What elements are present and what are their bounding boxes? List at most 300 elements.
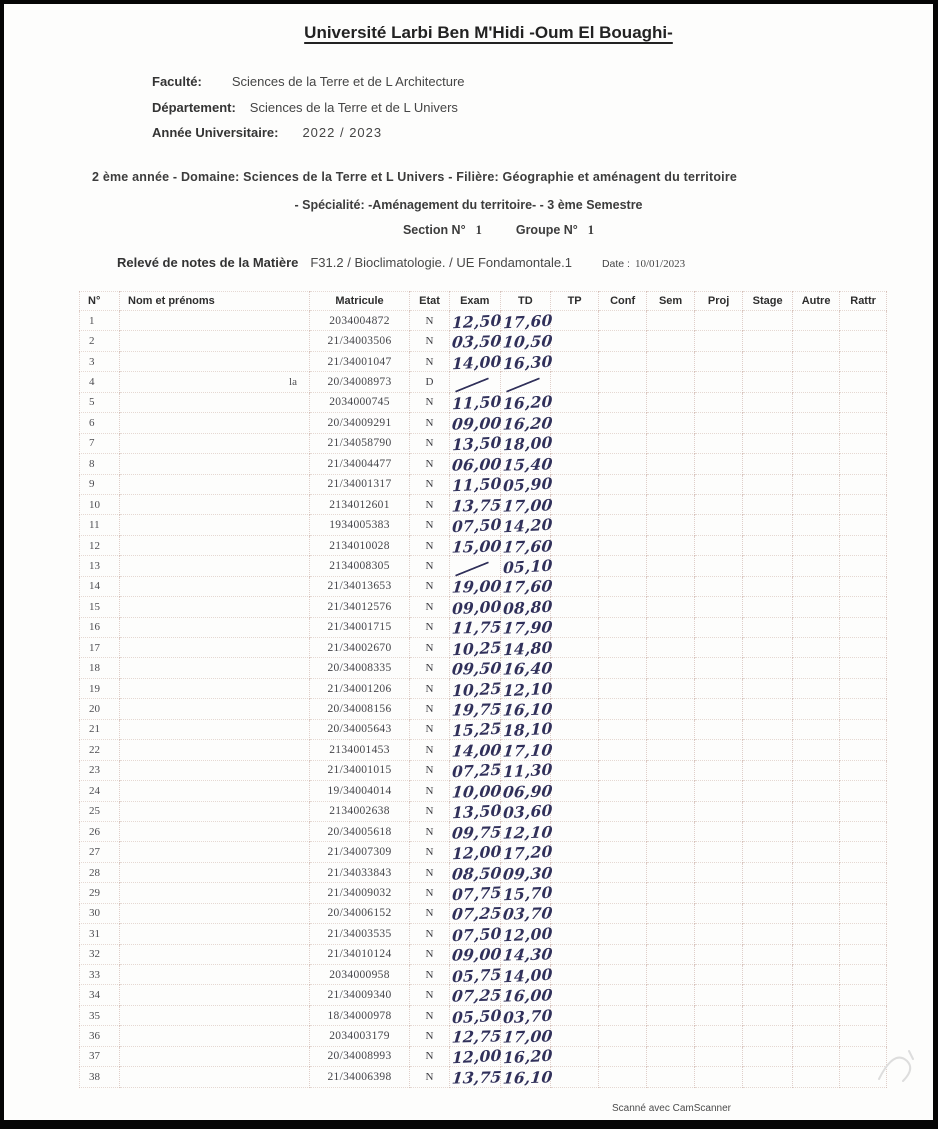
cell-proj bbox=[695, 433, 743, 453]
cell-matricule: 2034003179 bbox=[310, 1026, 410, 1046]
cell-tp bbox=[551, 760, 599, 780]
column-header-8: Sem bbox=[647, 292, 695, 311]
handwritten-grade: 13,75 bbox=[451, 1067, 503, 1088]
cell-number: 11 bbox=[80, 515, 120, 535]
cell-proj bbox=[695, 862, 743, 882]
cell-stage bbox=[743, 985, 793, 1005]
cell-rattr bbox=[840, 638, 887, 658]
cell-conf bbox=[599, 719, 647, 739]
handwritten-grade: 14,30 bbox=[501, 944, 554, 965]
cell-tp bbox=[551, 965, 599, 985]
cell-tp bbox=[551, 699, 599, 719]
cell-etat: N bbox=[410, 1067, 450, 1087]
cell-stage bbox=[743, 638, 793, 658]
table-row bbox=[80, 597, 887, 617]
cell-proj bbox=[695, 556, 743, 576]
column-header-12: Rattr bbox=[840, 292, 887, 311]
cell-autre bbox=[793, 985, 840, 1005]
handwritten-grade: 08,80 bbox=[502, 596, 553, 619]
cell-matricule: 21/34009340 bbox=[310, 985, 410, 1005]
cell-etat: N bbox=[410, 413, 450, 433]
table-row bbox=[80, 903, 887, 923]
cell-rattr bbox=[840, 985, 887, 1005]
cell-number: 20 bbox=[80, 699, 120, 719]
column-header-5: TD bbox=[500, 292, 551, 311]
cell-name bbox=[120, 944, 310, 964]
cell-tp bbox=[551, 351, 599, 371]
cell-conf bbox=[599, 535, 647, 555]
camscanner-watermark: Scanné avec CamScanner bbox=[612, 1103, 731, 1114]
cell-matricule: 21/34058790 bbox=[310, 433, 410, 453]
cell-autre bbox=[793, 597, 840, 617]
cell-conf bbox=[599, 1046, 647, 1066]
cell-exam-grade bbox=[450, 1046, 501, 1066]
cell-td-grade bbox=[500, 924, 551, 944]
handwritten-grade: 15,70 bbox=[502, 882, 553, 905]
cell-tp bbox=[551, 678, 599, 698]
cell-exam-grade bbox=[450, 985, 501, 1005]
cell-conf bbox=[599, 862, 647, 882]
cell-td-grade bbox=[500, 965, 551, 985]
table-row bbox=[80, 311, 887, 331]
cell-autre bbox=[793, 883, 840, 903]
handwritten-grade: 07,25 bbox=[451, 903, 503, 925]
cell-number: 5 bbox=[80, 392, 120, 412]
cell-stage bbox=[743, 433, 793, 453]
cell-matricule: 21/34001317 bbox=[310, 474, 410, 494]
cell-sem bbox=[647, 597, 695, 617]
cell-autre bbox=[793, 311, 840, 331]
group-label: Groupe N° bbox=[515, 223, 578, 237]
cell-sem bbox=[647, 474, 695, 494]
handwritten-grade: 15,40 bbox=[501, 454, 554, 475]
cell-name bbox=[120, 597, 310, 617]
cell-etat: N bbox=[410, 1046, 450, 1066]
cell-name bbox=[120, 842, 310, 862]
cell-exam-grade bbox=[450, 862, 501, 882]
cell-tp bbox=[551, 433, 599, 453]
cell-sem bbox=[647, 617, 695, 637]
cell-sem bbox=[647, 658, 695, 678]
cell-proj bbox=[695, 760, 743, 780]
cell-name bbox=[120, 515, 310, 535]
handwritten-grade: 06,00 bbox=[451, 454, 503, 475]
cell-td-grade bbox=[500, 515, 551, 535]
cell-autre bbox=[793, 1005, 840, 1025]
cell-number: 1 bbox=[80, 311, 120, 331]
cell-matricule: 21/34001206 bbox=[310, 678, 410, 698]
cell-rattr bbox=[840, 474, 887, 494]
cell-sem bbox=[647, 719, 695, 739]
cell-matricule: 20/34009291 bbox=[310, 413, 410, 433]
cell-autre bbox=[793, 903, 840, 923]
cell-matricule: 20/34008973 bbox=[310, 372, 410, 392]
grades-table-body bbox=[80, 311, 887, 1088]
cell-stage bbox=[743, 924, 793, 944]
cell-tp bbox=[551, 638, 599, 658]
cell-tp bbox=[551, 597, 599, 617]
cell-stage bbox=[743, 781, 793, 801]
cell-etat: N bbox=[410, 474, 450, 494]
cell-number: 33 bbox=[80, 965, 120, 985]
cell-etat: N bbox=[410, 781, 450, 801]
cell-etat: N bbox=[410, 924, 450, 944]
academic-year-label: Année Universitaire: bbox=[152, 125, 279, 140]
handwritten-grade: 03,70 bbox=[502, 1005, 553, 1027]
cell-conf bbox=[599, 781, 647, 801]
cell-rattr bbox=[840, 535, 887, 555]
cell-autre bbox=[793, 576, 840, 596]
cell-exam-grade bbox=[450, 535, 501, 555]
cell-tp bbox=[551, 331, 599, 351]
cell-matricule: 2034004872 bbox=[310, 311, 410, 331]
cell-number: 7 bbox=[80, 433, 120, 453]
cell-name bbox=[120, 760, 310, 780]
cell-exam-grade bbox=[450, 821, 501, 841]
cell-matricule: 21/34001715 bbox=[310, 617, 410, 637]
cell-stage bbox=[743, 821, 793, 841]
cell-etat: N bbox=[410, 638, 450, 658]
handwritten-grade: 16,10 bbox=[501, 1067, 554, 1088]
cell-stage bbox=[743, 903, 793, 923]
cell-stage bbox=[743, 1067, 793, 1087]
handwritten-grade: 15,25 bbox=[451, 719, 502, 741]
cell-stage bbox=[743, 494, 793, 514]
cell-etat: N bbox=[410, 454, 450, 474]
cell-etat: N bbox=[410, 740, 450, 760]
cell-conf bbox=[599, 392, 647, 412]
cell-td-grade bbox=[500, 311, 551, 331]
cell-sem bbox=[647, 433, 695, 453]
table-row bbox=[80, 781, 887, 801]
cell-number: 32 bbox=[80, 944, 120, 964]
table-row bbox=[80, 760, 887, 780]
cell-number: 10 bbox=[80, 494, 120, 514]
cell-tp bbox=[551, 494, 599, 514]
cell-sem bbox=[647, 678, 695, 698]
cell-conf bbox=[599, 494, 647, 514]
cell-etat: N bbox=[410, 719, 450, 739]
handwritten-grade: 03,60 bbox=[502, 800, 553, 823]
cell-stage bbox=[743, 760, 793, 780]
cell-number: 6 bbox=[80, 413, 120, 433]
cell-name bbox=[120, 433, 310, 453]
cell-tp bbox=[551, 658, 599, 678]
handwritten-grade: 17,00 bbox=[501, 494, 554, 516]
cell-sem bbox=[647, 576, 695, 596]
cell-td-grade bbox=[500, 985, 554, 1006]
cell-conf bbox=[599, 351, 647, 371]
cell-stage bbox=[743, 740, 793, 760]
table-row bbox=[80, 515, 887, 535]
cell-name bbox=[120, 638, 310, 658]
cell-autre bbox=[793, 1026, 840, 1046]
cell-td-grade bbox=[500, 556, 551, 576]
cell-name bbox=[120, 392, 310, 412]
cell-rattr bbox=[840, 556, 887, 576]
table-row bbox=[80, 719, 887, 739]
handwritten-grade: 09,50 bbox=[451, 658, 503, 679]
cell-exam-grade bbox=[450, 719, 501, 739]
cell-matricule: 21/34006398 bbox=[310, 1067, 410, 1087]
cell-rattr bbox=[840, 719, 887, 739]
cell-conf bbox=[599, 331, 647, 351]
cell-exam-grade bbox=[450, 740, 501, 760]
column-header-1: Nom et prénoms bbox=[120, 292, 310, 311]
cell-etat: N bbox=[410, 821, 450, 841]
cell-exam-grade bbox=[450, 617, 501, 637]
cell-autre bbox=[793, 924, 840, 944]
handwritten-grade: 19,75 bbox=[451, 699, 503, 720]
date-value: 10/01/2023 bbox=[634, 258, 686, 270]
handwritten-grade: 12,00 bbox=[451, 841, 502, 864]
cell-etat: N bbox=[410, 556, 450, 576]
cell-etat: N bbox=[410, 1005, 450, 1025]
cell-etat: N bbox=[410, 515, 450, 535]
handwritten-grade: 08,50 bbox=[451, 862, 503, 884]
handwritten-slash-mark bbox=[505, 377, 539, 392]
cell-sem bbox=[647, 515, 695, 535]
cell-rattr bbox=[840, 617, 887, 637]
cell-name bbox=[120, 678, 310, 698]
handwritten-grade: 19,00 bbox=[451, 576, 503, 598]
table-row bbox=[80, 1067, 887, 1087]
cell-td-grade bbox=[500, 638, 551, 658]
cell-sem bbox=[647, 331, 695, 351]
cell-exam-grade bbox=[450, 597, 501, 617]
cell-tp bbox=[551, 372, 599, 392]
cell-number: 17 bbox=[80, 638, 120, 658]
cell-name bbox=[120, 740, 310, 760]
cell-rattr bbox=[840, 576, 887, 596]
handwritten-grade: 07,75 bbox=[451, 882, 502, 905]
cell-proj bbox=[695, 842, 743, 862]
cell-sem bbox=[647, 454, 695, 474]
cell-name bbox=[120, 924, 310, 944]
cell-exam-grade bbox=[450, 372, 501, 392]
cell-autre bbox=[793, 760, 840, 780]
handwritten-grade: 09,75 bbox=[451, 821, 503, 843]
cell-name bbox=[120, 311, 310, 331]
cell-matricule: 21/34004477 bbox=[310, 454, 410, 474]
cell-rattr bbox=[840, 515, 887, 535]
cell-name: la bbox=[120, 372, 310, 392]
cell-sem bbox=[647, 1026, 695, 1046]
column-header-9: Proj bbox=[695, 292, 743, 311]
cell-proj bbox=[695, 413, 743, 433]
cell-td-grade bbox=[500, 576, 554, 598]
cell-td-grade bbox=[500, 699, 554, 720]
cell-td-grade bbox=[500, 331, 554, 352]
cell-etat: N bbox=[410, 699, 450, 719]
cell-tp bbox=[551, 1005, 599, 1025]
cell-stage bbox=[743, 1026, 793, 1046]
cell-matricule: 21/34001047 bbox=[310, 351, 410, 371]
cell-sem bbox=[647, 351, 695, 371]
cell-etat: N bbox=[410, 760, 450, 780]
cell-stage bbox=[743, 801, 793, 821]
handwritten-grade: 07,25 bbox=[451, 985, 503, 1006]
cell-number: 4 bbox=[80, 372, 120, 392]
cell-proj bbox=[695, 678, 743, 698]
handwritten-grade: 12,10 bbox=[501, 821, 554, 843]
handwritten-grade: 17,60 bbox=[501, 535, 554, 557]
cell-stage bbox=[743, 658, 793, 678]
cell-conf bbox=[599, 372, 647, 392]
cell-matricule: 2134008305 bbox=[310, 556, 410, 576]
table-row bbox=[80, 413, 887, 433]
department-value: Sciences de la Terre et de L Univers bbox=[249, 100, 458, 115]
cell-number: 35 bbox=[80, 1005, 120, 1025]
handwritten-grade: 05,75 bbox=[451, 964, 502, 987]
cell-conf bbox=[599, 903, 647, 923]
grades-header-row bbox=[80, 292, 887, 311]
cell-exam-grade bbox=[450, 413, 501, 433]
cell-proj bbox=[695, 944, 743, 964]
handwritten-grade: 11,50 bbox=[451, 473, 502, 496]
handwritten-grade: 06,90 bbox=[501, 781, 554, 802]
cell-name bbox=[120, 862, 310, 882]
cell-conf bbox=[599, 1026, 647, 1046]
cell-exam-grade bbox=[450, 924, 501, 944]
cell-tp bbox=[551, 924, 599, 944]
cell-sem bbox=[647, 638, 695, 658]
cell-autre bbox=[793, 678, 840, 698]
cell-autre bbox=[793, 535, 840, 555]
cell-number: 18 bbox=[80, 658, 120, 678]
column-header-10: Stage bbox=[743, 292, 793, 311]
cell-number: 8 bbox=[80, 454, 120, 474]
cell-autre bbox=[793, 862, 840, 882]
cell-proj bbox=[695, 311, 743, 331]
cell-number: 13 bbox=[80, 556, 120, 576]
cell-matricule: 21/34003535 bbox=[310, 924, 410, 944]
cell-number: 23 bbox=[80, 760, 120, 780]
handwritten-slash-mark bbox=[455, 377, 489, 392]
cell-proj bbox=[695, 576, 743, 596]
table-row bbox=[80, 862, 887, 882]
handwritten-grade: 17,60 bbox=[501, 576, 554, 598]
cell-rattr bbox=[840, 842, 887, 862]
cell-exam-grade bbox=[450, 515, 501, 535]
cell-proj bbox=[695, 699, 743, 719]
cell-exam-grade bbox=[450, 556, 501, 576]
cell-conf bbox=[599, 617, 647, 637]
cell-stage bbox=[743, 556, 793, 576]
cell-sem bbox=[647, 1067, 695, 1087]
cell-td-grade bbox=[500, 903, 554, 925]
cell-rattr bbox=[840, 433, 887, 453]
cell-stage bbox=[743, 351, 793, 371]
cell-etat: N bbox=[410, 944, 450, 964]
cell-number: 3 bbox=[80, 351, 120, 371]
cell-exam-grade bbox=[450, 883, 501, 903]
cell-conf bbox=[599, 433, 647, 453]
cell-proj bbox=[695, 351, 743, 371]
cell-name bbox=[120, 1067, 310, 1087]
cell-name bbox=[120, 699, 310, 719]
cell-td-grade bbox=[500, 372, 551, 392]
cell-td-grade bbox=[500, 494, 554, 516]
cell-name bbox=[120, 719, 310, 739]
handwritten-grade: 16,30 bbox=[502, 351, 553, 373]
handwritten-grade: 12,50 bbox=[451, 310, 502, 333]
cell-tp bbox=[551, 311, 599, 331]
domain-filiere-line: 2 ème année - Domaine: Sciences de la Terre et L Univers - Filière: Géographie et aménagent du territoire bbox=[92, 170, 738, 184]
cell-number: 21 bbox=[80, 719, 120, 739]
column-header-11: Autre bbox=[793, 292, 840, 311]
handwritten-grade: 05,10 bbox=[502, 555, 553, 578]
handwritten-grade: 03,70 bbox=[501, 903, 554, 925]
cell-exam-grade bbox=[450, 944, 501, 964]
cell-sem bbox=[647, 413, 695, 433]
cell-conf bbox=[599, 1067, 647, 1087]
handwritten-grade: 12,75 bbox=[451, 1026, 503, 1047]
cell-sem bbox=[647, 985, 695, 1005]
cell-sem bbox=[647, 311, 695, 331]
table-row bbox=[80, 821, 887, 841]
cell-number: 2 bbox=[80, 331, 120, 351]
cell-tp bbox=[551, 801, 599, 821]
cell-stage bbox=[743, 597, 793, 617]
cell-number: 28 bbox=[80, 862, 120, 882]
cell-stage bbox=[743, 965, 793, 985]
cell-stage bbox=[743, 678, 793, 698]
cell-etat: N bbox=[410, 801, 450, 821]
handwritten-grade: 07,50 bbox=[451, 923, 502, 946]
cell-conf bbox=[599, 454, 647, 474]
handwritten-grade: 16,00 bbox=[501, 985, 554, 1006]
cell-number: 9 bbox=[80, 474, 120, 494]
handwritten-grade: 16,10 bbox=[501, 699, 554, 720]
cell-rattr bbox=[840, 740, 887, 760]
cell-exam-grade bbox=[450, 842, 501, 862]
cell-conf bbox=[599, 311, 647, 331]
cell-conf bbox=[599, 883, 647, 903]
cell-exam-grade bbox=[450, 903, 501, 923]
releve-label: Relevé de notes de la Matière bbox=[117, 255, 299, 270]
cell-autre bbox=[793, 740, 840, 760]
cell-autre bbox=[793, 965, 840, 985]
cell-proj bbox=[695, 658, 743, 678]
column-header-6: TP bbox=[551, 292, 599, 311]
faculty-line bbox=[152, 74, 465, 89]
cell-number: 27 bbox=[80, 842, 120, 862]
cell-matricule: 18/34000978 bbox=[310, 1005, 410, 1025]
cell-number: 30 bbox=[80, 903, 120, 923]
handwritten-grade: 09,00 bbox=[451, 413, 503, 434]
cell-rattr bbox=[840, 883, 887, 903]
cell-matricule: 2034000958 bbox=[310, 965, 410, 985]
cell-proj bbox=[695, 801, 743, 821]
table-row bbox=[80, 883, 887, 903]
cell-proj bbox=[695, 903, 743, 923]
cell-stage bbox=[743, 576, 793, 596]
cell-stage bbox=[743, 862, 793, 882]
cell-exam-grade bbox=[450, 576, 501, 596]
cell-td-grade bbox=[500, 535, 554, 557]
cell-number: 22 bbox=[80, 740, 120, 760]
cell-proj bbox=[695, 454, 743, 474]
handwritten-grade: 13,50 bbox=[451, 433, 502, 455]
cell-sem bbox=[647, 760, 695, 780]
cell-td-grade bbox=[500, 842, 551, 862]
cell-etat: N bbox=[410, 985, 450, 1005]
cell-autre bbox=[793, 658, 840, 678]
cell-td-grade bbox=[500, 801, 551, 821]
table-row bbox=[80, 433, 887, 453]
handwritten-grade: 10,25 bbox=[451, 678, 502, 700]
